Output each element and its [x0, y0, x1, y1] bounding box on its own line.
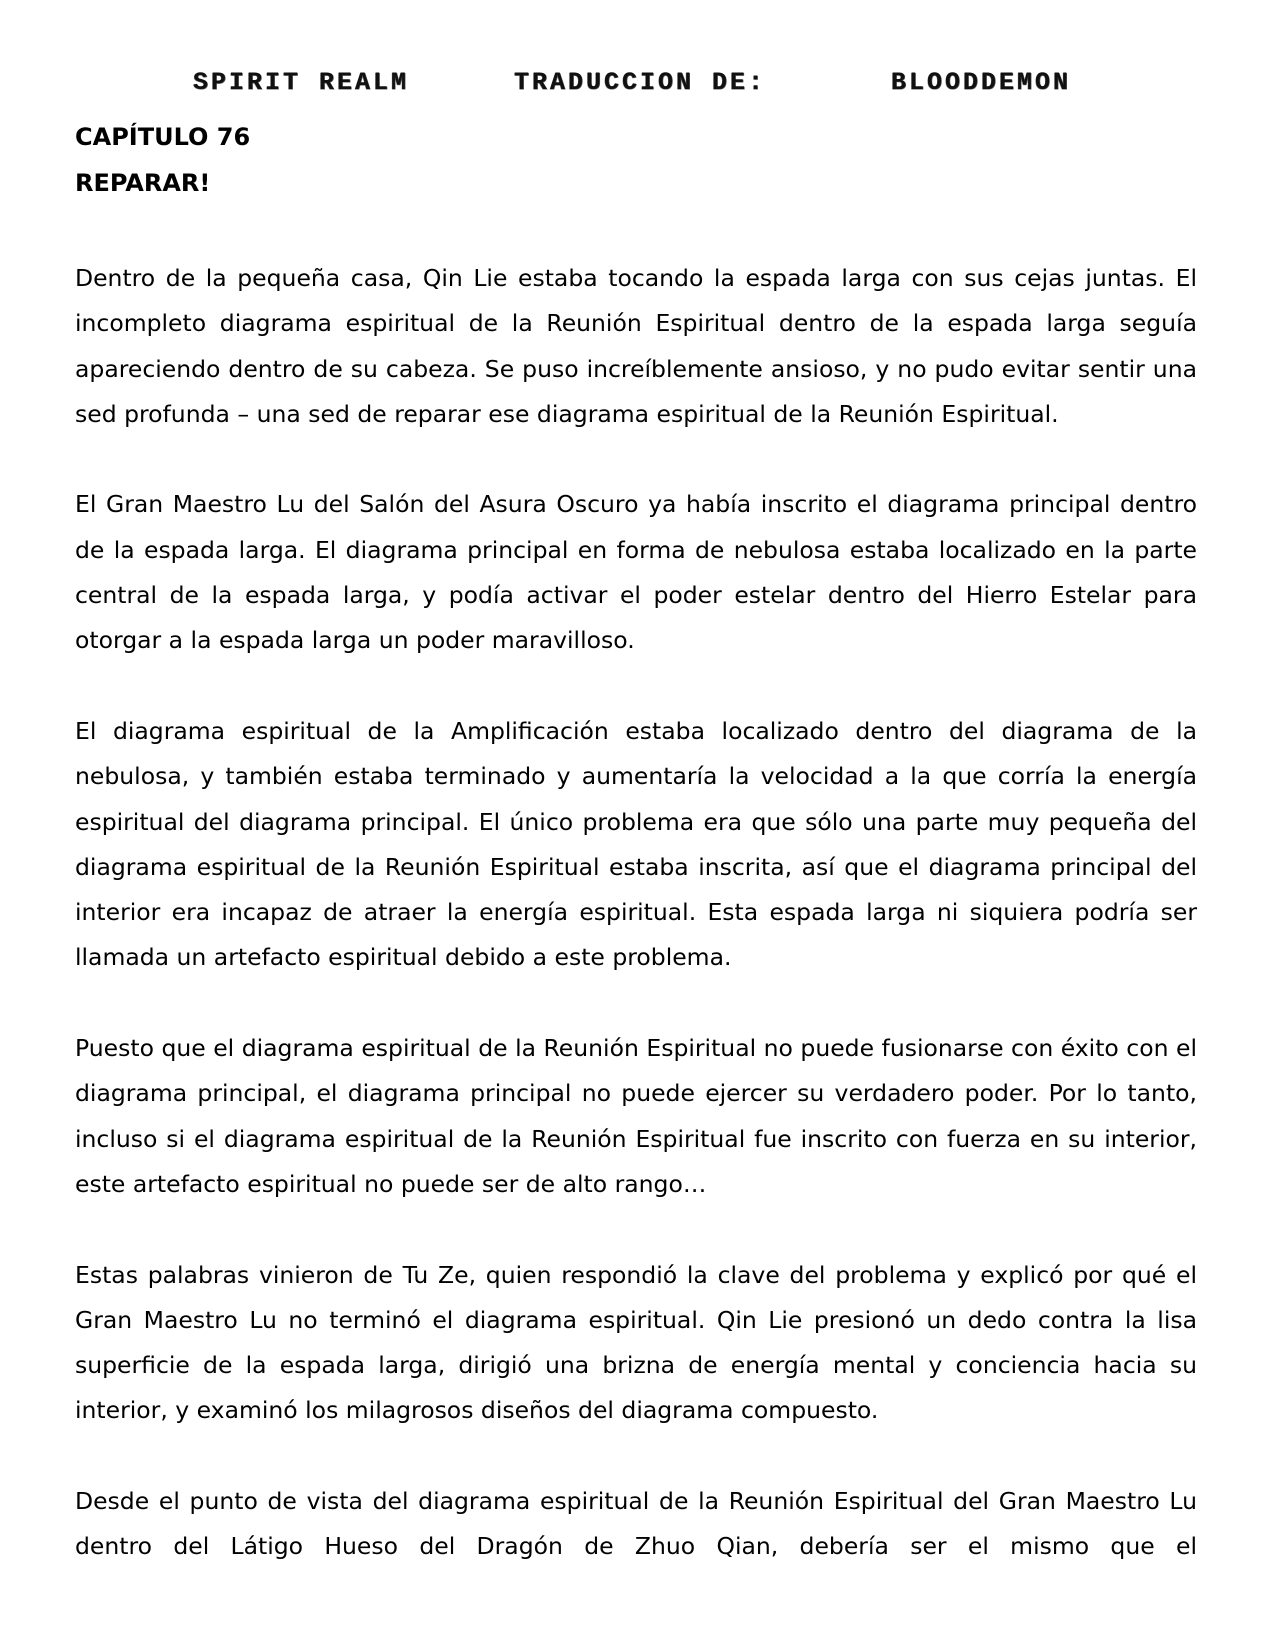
paragraph: Puesto que el diagrama espiritual de la Reunión Espiritual no puede fusionarse con éxito con el diagrama principal, el diagrama principal no puede ejercer su verdadero poder. Por lo tanto, incluso si el diagrama espiritual de la Reunión Espiritual fue inscrito con fuerza en su interior, este artefacto espiritual no puede ser de alto rango…: [75, 1034, 1197, 1198]
header-series-title: SPIRIT REALM: [193, 68, 410, 97]
chapter-number: CAPÍTULO 76: [75, 123, 251, 151]
header-translator-name: BLOODDEMON: [891, 68, 1072, 97]
paragraph: El diagrama espiritual de la Amplificación estaba localizado dentro del diagrama de la nebulosa, y también estaba terminado y aumentaría la velocidad a la que corría la energía espiritual del diagrama principal. El único problema era que sólo una parte muy pequeña del diagrama espiritual de la Reunión Espiritual estaba inscrita, así que el diagrama principal del interior era incapaz de atraer la energía espiritual. Esta espada larga ni siquiera podría ser llamada un artefacto espiritual debido a este problema.: [75, 716, 1197, 972]
paragraph: Desde el punto de vista del diagrama espiritual de la Reunión Espiritual del Gran Maestro Lu dentro del Látigo Hueso del Dragón de Zhuo Qian, debería ser el mismo que el: [75, 1487, 1197, 1561]
header-translation-label: TRADUCCION DE:: [514, 68, 767, 97]
paragraph: Dentro de la pequeña casa, Qin Lie estaba tocando la espada larga con sus cejas juntas. El incompleto diagrama espiritual de la Reunión Espiritual dentro de la espada larga seguía apareciendo dentro de su cabeza. Se puso increíblemente ansioso, y no pudo evitar sentir una sed profunda – una sed de reparar ese diagrama espiritual de la Reunión Espiritual.: [75, 264, 1197, 428]
paragraph: El Gran Maestro Lu del Salón del Asura Oscuro ya había inscrito el diagrama principal dentro de la espada larga. El diagrama principal en forma de nebulosa estaba localizado en la parte central de la espada larga, y podía activar el poder estelar dentro del Hierro Estelar para otorgar a la espada larga un poder maravilloso.: [75, 490, 1197, 655]
chapter-title: REPARAR!: [75, 169, 211, 197]
chapter-body: [75, 256, 1197, 1615]
paragraph: Estas palabras vinieron de Tu Ze, quien respondió la clave del problema y explicó por qué el Gran Maestro Lu no terminó el diagrama espiritual. Qin Lie presionó un dedo contra la lisa superficie de la espada larga, dirigió una brizna de energía mental y conciencia hacia su interior, y examinó los milagrosos diseños del diagrama compuesto.: [75, 1260, 1197, 1425]
page-header: [0, 68, 1275, 108]
